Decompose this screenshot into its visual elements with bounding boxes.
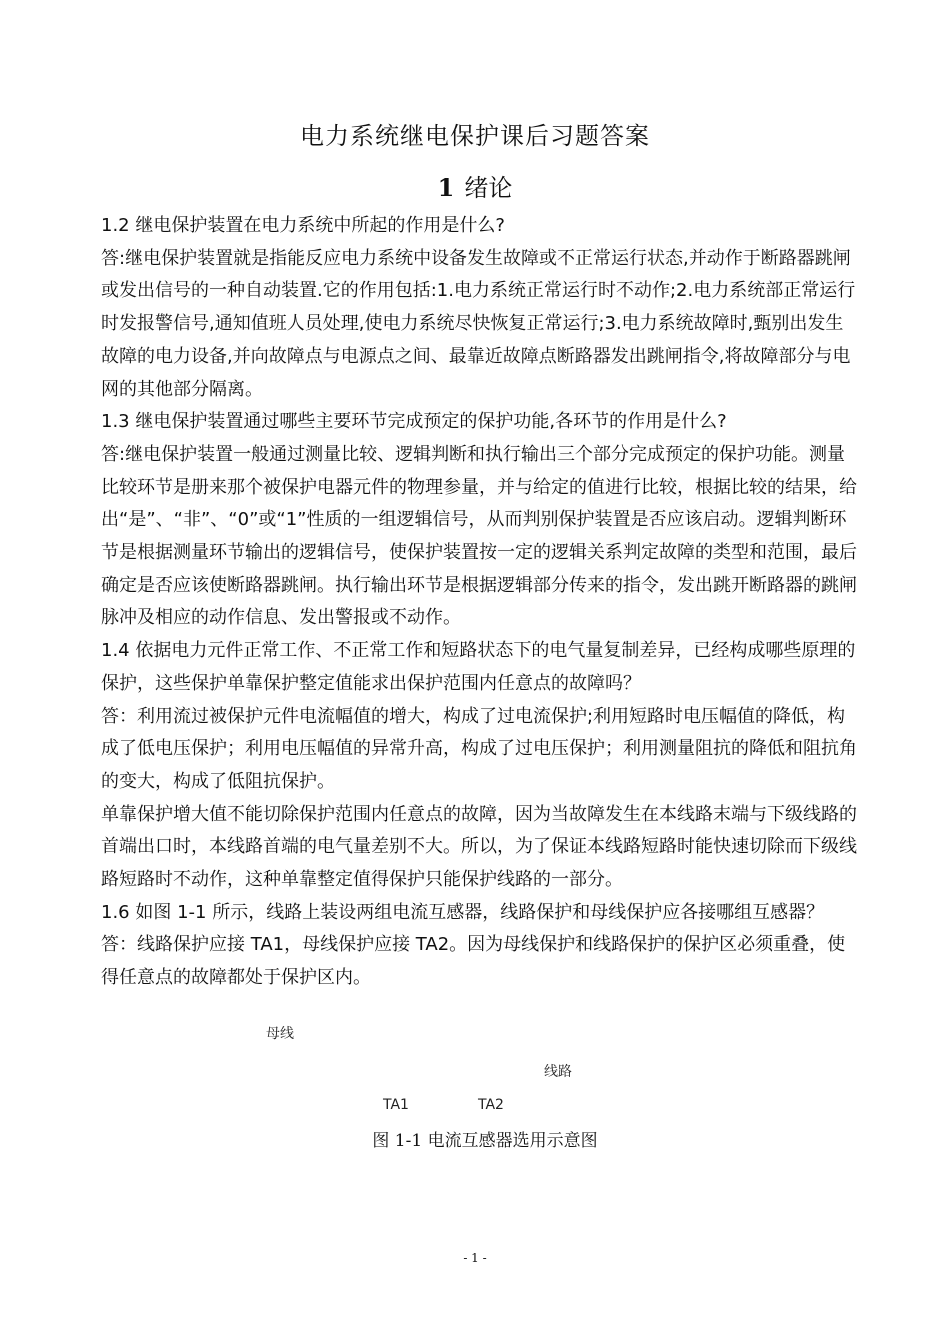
chapter-name: 绪论 — [464, 174, 513, 202]
answer-1-4-part-2: 单靠保护增大值不能切除保护范围内任意点的故障，因为当故障发生在本线路末端与下级线路的首端出口时，本线路首端的电气量差别不大。所以，为了保证本线路短路时能快速切除而下级线路短路时不动作，这种单靠整定值得保护只能保护线路的一部分。 — [101, 803, 857, 891]
document-title: 电力系统继电保护课后习题答案 — [300, 122, 650, 150]
answer-1-6: 答：线路保护应接 TA1，母线保护应接 TA2。因为母线保护和线路保护的保护区必须重叠，使得任意点的故障都处于保护区内。 — [101, 934, 846, 989]
question-1-2: 1.2 继电保护装置在电力系统中所起的作用是什么? — [101, 215, 505, 236]
figure-label-ta1: TA1 — [383, 1097, 409, 1113]
question-1-4: 1.4 依据电力元件正常工作、不正常工作和短路状态下的电气量复制差异，已经构成哪些原理的保护，这些保护单靠保护整定值能求出保护范围内任意点的故障吗？ — [101, 640, 856, 694]
figure-label-ta2: TA2 — [478, 1097, 504, 1113]
page-number: - 1 - — [463, 1251, 487, 1265]
figure-label-line: 线路 — [544, 1064, 572, 1080]
figure-caption: 图 1-1 电流互感器选用示意图 — [372, 1131, 598, 1151]
answer-1-4-part-1: 答：利用流过被保护元件电流幅值的增大，构成了过电流保护;利用短路时电压幅值的降低，构成了低电压保护；利用电压幅值的异常升高，构成了过电压保护；利用测量阻抗的降低和阻抗角的变大，构成了低阻抗保护。 — [101, 705, 857, 792]
figure-label-bus: 母线 — [266, 1026, 294, 1042]
chapter-heading — [0, 168, 950, 203]
question-1-6: 1.6 如图 1-1 所示，线路上装设两组电流互感器，线路保护和母线保护应各接哪组互感器？ — [101, 901, 825, 923]
answer-1-3: 答:继电保护装置一般通过测量比较、逻辑判断和执行输出三个部分完成预定的保护功能。测量比较环节是册来那个被保护电器元件的物理参量，并与给定的值进行比较，根据比较的结果，给出“是”、“非”、“0”或“1”性质的一组逻辑信号，从而判别保护装置是否应该启动。逻辑判断环节是根据测量环节输出的逻辑信号，使保护装置按一定的逻辑关系判定故障的类型和范围，最后确定是否应该使断路器跳闸。执行输出环节是根据逻辑部分传来的指令，发出跳开断路器的跳闸脉冲及相应的动作信息、发出警报或不动作。 — [101, 443, 857, 629]
chapter-number: 1 — [437, 173, 455, 202]
answer-1-2: 答:继电保护装置就是指能反应电力系统中设备发生故障或不正常运行状态,并动作于断路器跳闸或发出信号的一种自动装置.它的作用包括:1.电力系统正常运行时不动作;2.电力系统部正常运行时发报警信号,通知值班人员处理,使电力系统尽快恢复正常运行;3.电力系统故障时,甄别出发生故障的电力设备,并向故障点与电源点之间、最靠近故障点断路器发出跳闸指令,将故障部分与电网的其他部分隔离。 — [101, 247, 856, 400]
document-body — [101, 210, 861, 995]
question-1-3: 1.3 继电保护装置通过哪些主要环节完成预定的保护功能,各环节的作用是什么? — [101, 411, 727, 433]
